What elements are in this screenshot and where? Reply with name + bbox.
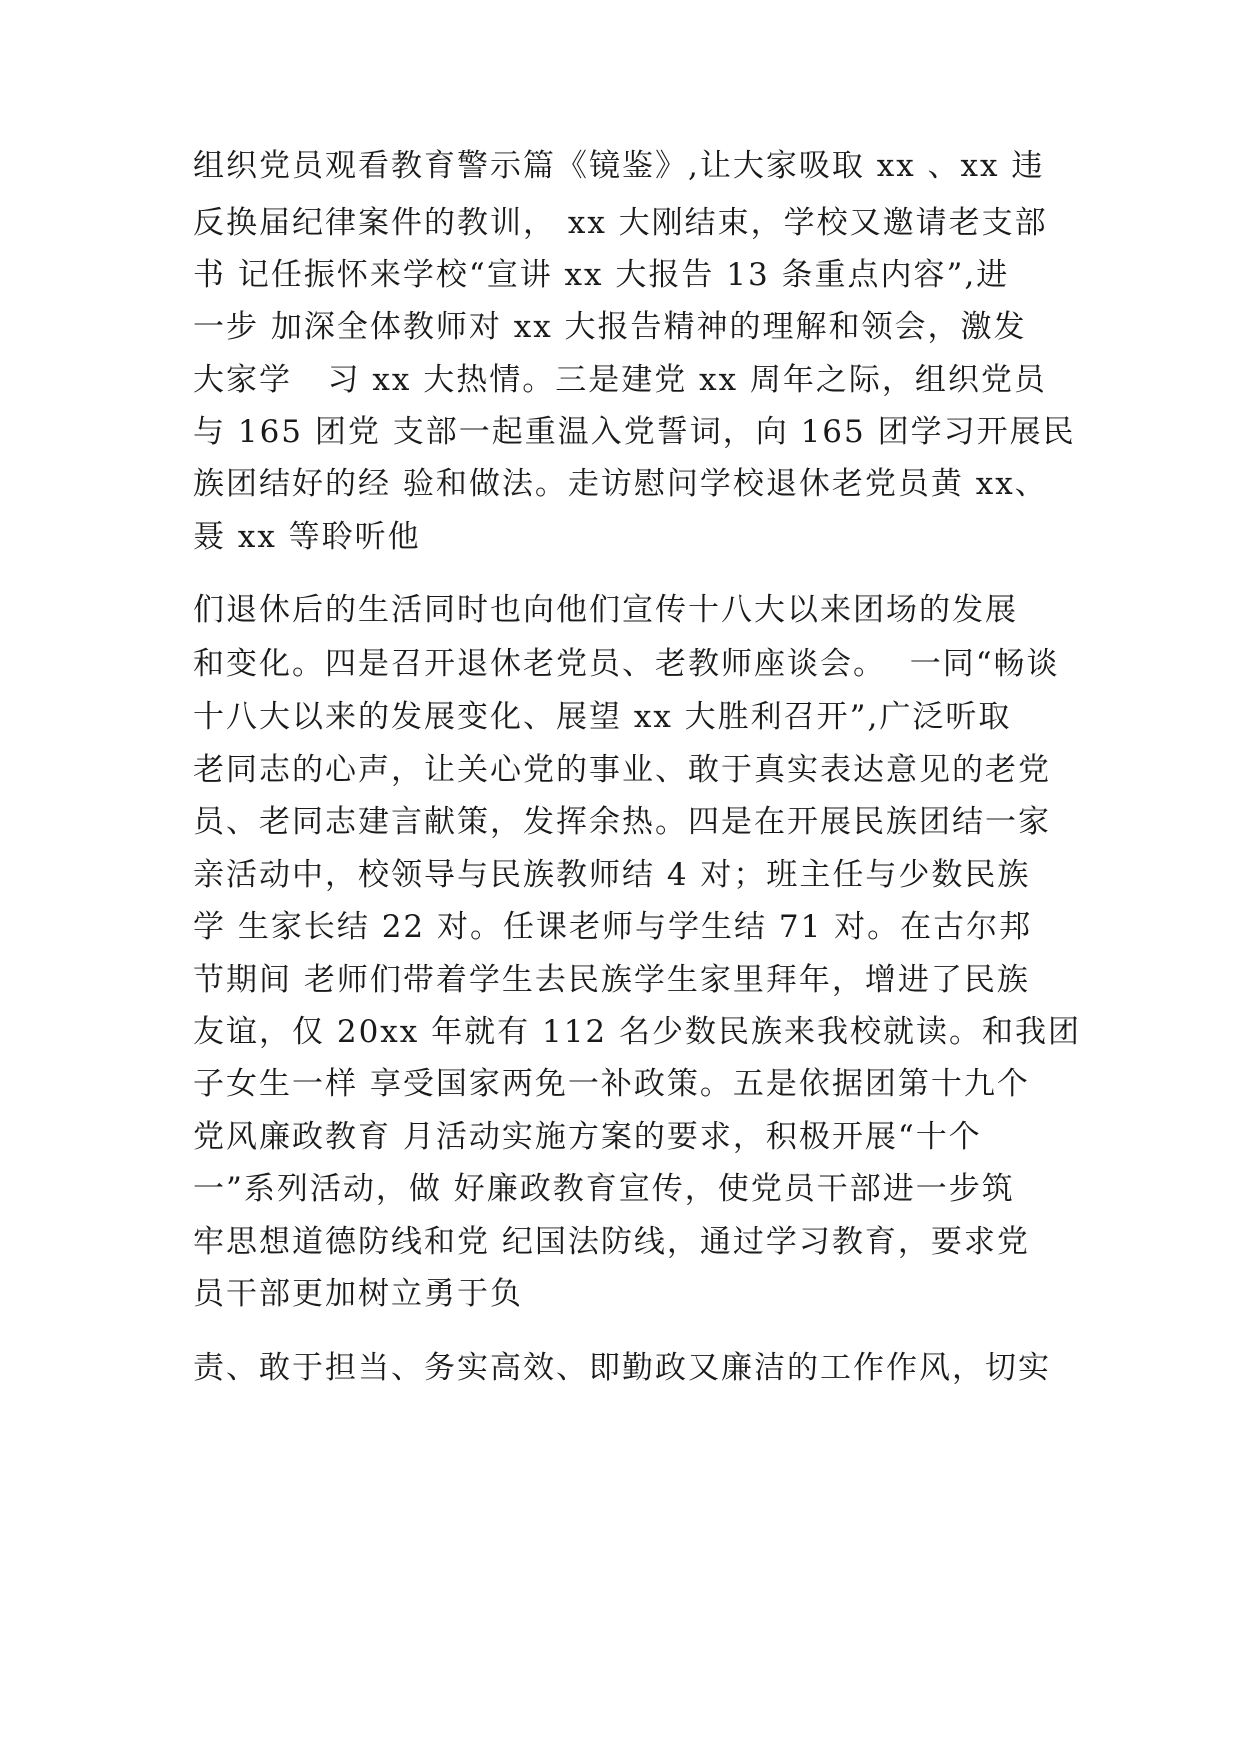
body-text-line: 反换届纪律案件的教训， xx 大刚结束，学校又邀请老支部: [193, 205, 1048, 241]
body-text-line: 一步 加深全体教师对 xx 大报告精神的理解和领会，激发: [193, 309, 1027, 345]
body-text-line: 学 生家长结 22 对。任课老师与学生结 71 对。在古尔邦: [193, 909, 1033, 945]
body-text-line: 员、老同志建言献策，发挥余热。四是在开展民族团结一家: [193, 804, 1051, 840]
body-text-line: 友谊，仅 20xx 年就有 112 名少数民族来我校就读。和我团: [193, 1014, 1081, 1050]
body-text-line: 牢思想道德防线和党 纪国法防线，通过学习教育，要求党: [193, 1224, 1030, 1260]
body-text-line: 责、敢于担当、务实高效、即勤政又廉洁的工作作风，切实: [193, 1350, 1051, 1386]
body-text-line: 员干部更加树立勇于负: [193, 1276, 523, 1312]
body-text-line: 老同志的心声，让关心党的事业、敢于真实表达意见的老党: [193, 752, 1051, 788]
body-text-line: 们退休后的生活同时也向他们宣传十八大以来团场的发展: [193, 592, 1018, 628]
body-text-line: 聂 xx 等聆听他: [193, 519, 421, 555]
body-text-line: 与 165 团党 支部一起重温入党誓词，向 165 团学习开展民: [193, 414, 1076, 450]
body-text-line: 节期间 老师们带着学生去民族学生家里拜年，增进了民族: [193, 962, 1030, 998]
body-text-line: 子女生一样 享受国家两免一补政策。五是依据团第十九个: [193, 1066, 1030, 1102]
body-text-line: 大家学 习 xx 大热情。三是建党 xx 周年之际，组织党员: [193, 362, 1047, 398]
body-text-line: 十八大以来的发展变化、展望 xx 大胜利召开”,广泛听取: [193, 699, 1012, 735]
body-text-line: 一”系列活动，做 好廉政教育宣传，使党员干部进一步筑: [193, 1171, 1015, 1207]
body-text-line: 族团结好的经 验和做法。走访慰问学校退休老党员黄 xx、: [193, 466, 1048, 502]
body-text-line: 党风廉政教育 月活动实施方案的要求，积极开展“十个: [193, 1119, 982, 1155]
body-text-line: 和变化。四是召开退休老党员、老教师座谈会。 一同“畅谈: [193, 646, 1060, 682]
body-text-line: 亲活动中，校领导与民族教师结 4 对；班主任与少数民族: [193, 857, 1031, 893]
body-text-line: 组织党员观看教育警示篇《镜鉴》,让大家吸取 xx 、xx 违: [193, 148, 1045, 184]
body-text-line: 书 记任振怀来学校“宣讲 xx 大报告 13 条重点内容”,进: [193, 257, 1010, 293]
